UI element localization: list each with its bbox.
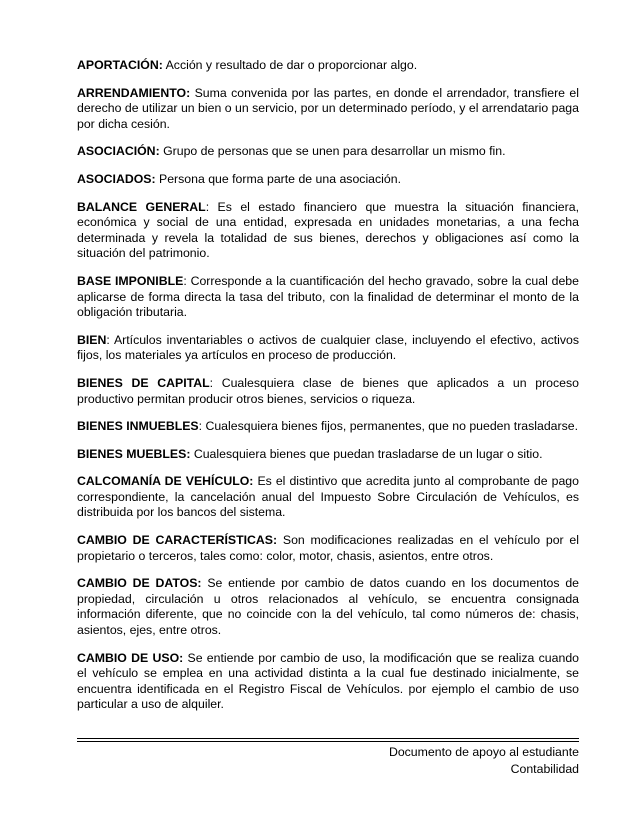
glossary-entry xyxy=(77,474,579,521)
glossary-entry xyxy=(77,533,579,564)
glossary-entry xyxy=(77,58,579,74)
entry-definition: Acción y resultado de dar o proporcionar algo. xyxy=(162,58,418,72)
glossary xyxy=(77,58,579,725)
entry-term: BASE IMPONIBLE xyxy=(77,273,184,288)
entry-definition: Persona que forma parte de una asociación. xyxy=(155,171,401,186)
entry-term: BALANCE GENERAL xyxy=(77,199,206,214)
entry-definition: Grupo de personas que se unen para desarrollar un mismo fin. xyxy=(159,144,506,159)
glossary-entry xyxy=(77,86,579,133)
glossary-entry xyxy=(77,333,579,364)
entry-definition: Cualesquiera bienes que puedan trasladarse de un lugar o sitio. xyxy=(190,446,543,461)
glossary-entry xyxy=(77,447,579,463)
entry-term: BIENES INMUEBLES xyxy=(77,419,199,434)
entry-term: CAMBIO DE USO: xyxy=(77,650,184,665)
entry-term: CALCOMANÍA DE VEHÍCULO: xyxy=(77,474,254,489)
entry-definition: : Cualesquiera bienes fijos, permanentes, que no pueden trasladarse. xyxy=(198,419,579,434)
entry-definition: Es el distintivo que acredita junto al comprobante de pago correspondiente, la cancelación anual del Impuesto Sobre Circulación de Vehículos, es distribuida por los bancos del sistema. xyxy=(77,474,579,520)
footer-divider xyxy=(77,738,579,739)
footer-divider xyxy=(77,741,579,742)
entry-definition: : Artículos inventariables o activos de cualquier clase, incluyendo el efectivo, activos fijos, los materiales ya artículos en proceso de producción. xyxy=(77,332,579,363)
entry-term: ASOCIACIÓN: xyxy=(77,144,160,159)
glossary-entry xyxy=(77,651,579,713)
glossary-entry xyxy=(77,200,579,262)
entry-term: ASOCIADOS: xyxy=(77,171,156,186)
entry-definition: : Corresponde a la cuantificación del hecho gravado, sobre la cual debe aplicarse de forma directa la tasa del tributo, con la finalidad de determinar el monto de la obligación tributaria. xyxy=(77,273,579,320)
footer-line-document: Documento de apoyo al estudiante xyxy=(388,745,579,759)
entry-term: APORTACIÓN: xyxy=(77,58,163,72)
glossary-entry xyxy=(77,576,579,638)
entry-definition: Son modificaciones realizadas en el vehículo por el propietario o terceros, tales como: color, motor, chasis, asientos, entre otros. xyxy=(77,533,579,563)
glossary-entry xyxy=(77,419,579,435)
glossary-entry xyxy=(77,144,579,160)
entry-term: ARRENDAMIENTO: xyxy=(77,85,191,100)
entry-definition: Suma convenida por las partes, en donde el arrendador, transfiere el derecho de utilizar un bien o un servicio, por un determinado período, y el arrendatario paga por dicha cesión. xyxy=(77,85,579,131)
glossary-entry xyxy=(77,376,579,407)
glossary-entry xyxy=(77,172,579,188)
entry-definition: : Cualesquiera clase de bienes que aplicados a un proceso productivo permitan producir otros bienes, servicios o riqueza. xyxy=(77,375,579,406)
entry-definition: : Es el estado financiero que muestra la situación financiera, económica y social de una entidad, expresada en unidades monetarias, a una fecha determinada y revela la totalidad de sus bienes, derechos y obligaciones así como la situación del patrimonio. xyxy=(77,199,579,261)
entry-term: CAMBIO DE CARACTERÍSTICAS: xyxy=(77,533,278,548)
entry-definition: Se entiende por cambio de datos cuando en los documentos de propiedad, circulación u otros relacionados al vehículo, se encuentra consignada información diferente, que no coincide con la del vehículo, tal como números de: chasis, asientos, ejes, entre otros. xyxy=(77,576,580,638)
footer-line-subject: Contabilidad xyxy=(510,762,579,776)
entry-term: BIEN xyxy=(77,332,107,347)
entry-term: BIENES MUEBLES: xyxy=(77,446,191,461)
glossary-entry xyxy=(77,274,579,321)
page-footer xyxy=(389,744,579,778)
entry-definition: Se entiende por cambio de uso, la modificación que se realiza cuando el vehículo se emplea en una actividad distinta a la cual fue destinado inicialmente, se encuentra identificada en el Registro Fiscal de Vehículos. por ejemplo el cambio de uso particular a uso de alquiler. xyxy=(77,650,579,712)
entry-term: CAMBIO DE DATOS: xyxy=(77,576,202,591)
entry-term: BIENES DE CAPITAL xyxy=(77,375,210,390)
